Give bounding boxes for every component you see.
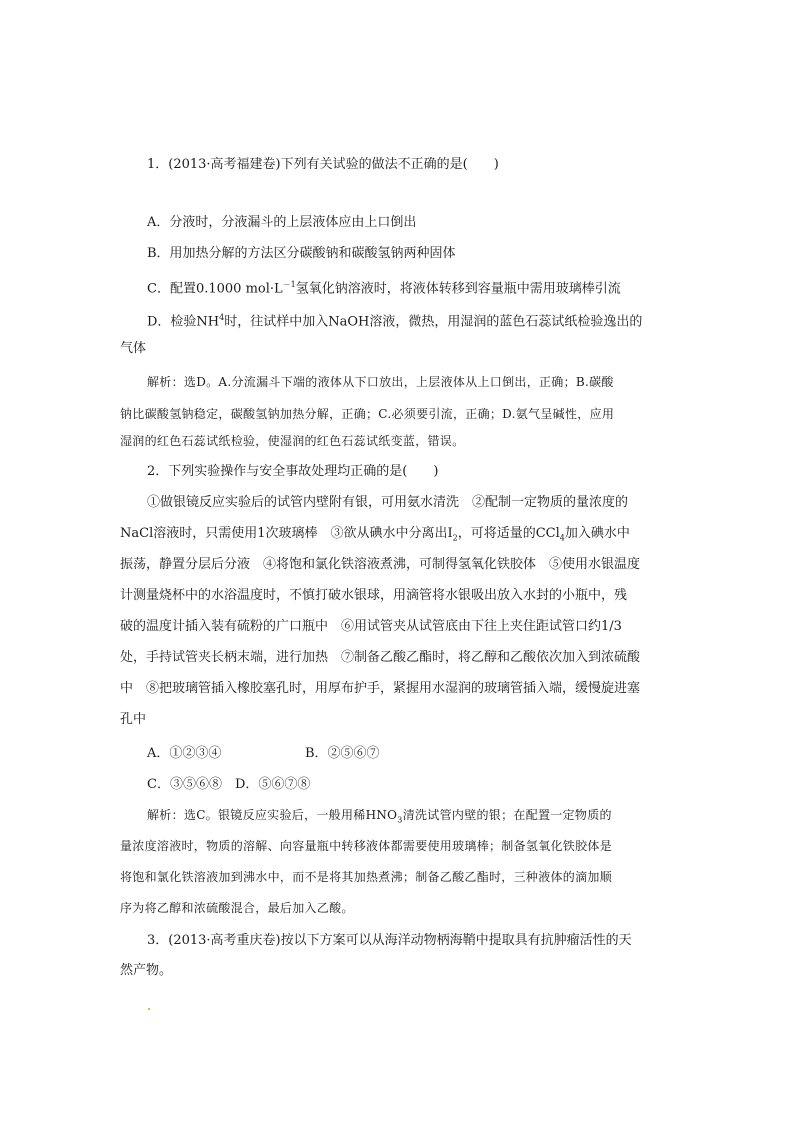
q2-option-a: A．①②③④ <box>147 746 222 761</box>
q2-analysis-line: 量浓度溶液时，物质的溶解、向容量瓶中转移液体都需要使用玻璃棒；制备氢氧化铁胶体是 <box>120 839 613 853</box>
q1-option-b: B．用加热分解的方法区分碳酸钠和碳酸氢钠两种固体 <box>147 246 456 261</box>
q3-stem: 3．(2013·高考重庆卷)按以下方案可以从海洋动物柄海鞘中提取具有抗肿瘤活性的天 <box>147 933 632 948</box>
q2-analysis-line: 将饱和氯化铁溶液加到沸水中，而不是将其加热煮沸；制备乙酸乙酯时，三种液体的滴加顺 <box>120 870 613 884</box>
q2-body-line: 中 ⑧把玻璃管插入橡胶塞孔时，用厚布护手，紧握用水湿润的玻璃管插入端，缓慢旋进塞 <box>120 681 641 696</box>
q2-body-line: 破的温度计插入装有硫粉的广口瓶中 ⑥用试管夹从试管底由下往上夹住距试管口约1/3 <box>120 619 622 634</box>
q2-options-row-2: C．③⑤⑥⑧ D．⑤⑥⑦⑧ <box>147 777 311 792</box>
q2-body-line: 计测量烧杯中的水浴温度时，不慎打破水银球，用滴管将水银吸出放入水封的小瓶中，残 <box>120 588 628 603</box>
q1-option-c: C．配置0.1000 $mol\cdot L^{-1}$氢氧化钠溶液时，将液体转移到容量瓶中需用玻璃棒引流 <box>147 280 621 297</box>
q1-stem: 1．(2013·高考福建卷)下列有关试验的做法不正确的是( ) <box>147 157 499 172</box>
q1-option-d-continued: 气体 <box>120 341 147 356</box>
q2-body-line: 振荡，静置分层后分液 ④将饱和氯化铁溶液煮沸，可制得氢氧化铁胶体 ⑤使用水银温度 <box>120 557 641 572</box>
q3-stem-continued: 然产物。 <box>120 963 173 978</box>
q2-body-line: NaCl溶液时，只需使用1次玻璃棒 ③欲从碘水中分离出$I_2$，可将适量的CCl$_4$加入碘水中 <box>120 526 630 543</box>
q1-option-a: A．分液时，分液漏斗的上层液体应由上口倒出 <box>147 215 417 230</box>
q2-body-line: 处，手持试管夹长柄末端，进行加热 ⑦制备乙酸乙酯时，将乙醇和乙酸依次加入到浓硫酸 <box>120 650 641 665</box>
q2-body-line: 孔中 <box>120 712 147 727</box>
q2-analysis-line: 解析：选C。银镜反应实验后，一般用稀$HNO_3$清洗试管内壁的银；在配置一定物质的 <box>147 808 612 825</box>
q2-stem: 2．下列实验操作与安全事故处理均正确的是( ) <box>147 464 439 479</box>
q1-option-d: D．检验$NH^4$时，往试样中加入NaOH溶液，微热，用湿润的蓝色石蕊试纸检验逸出的 <box>147 313 643 330</box>
q2-option-b: B．②⑤⑥⑦ <box>305 746 380 761</box>
q1-analysis-line: 钠比碳酸氢钠稳定，碳酸氢钠加热分解，正确；C.必须要引流，正确；D.氨气呈碱性，应用 <box>120 407 615 421</box>
q1-analysis-line: 解析：选D。A.分流漏斗下端的液体从下口放出，上层液体从上口倒出，正确；B.碳酸 <box>147 375 614 389</box>
stray-mark <box>148 1008 150 1010</box>
q2-analysis-line: 序为将乙醇和浓硫酸混合，最后加入乙酸。 <box>120 901 354 915</box>
q2-body-line: ①做银镜反应实验后的试管内壁附有银，可用氨水清洗 ②配制一定物质的量浓度的 <box>147 495 629 510</box>
q1-analysis-line: 湿润的红色石蕊试纸检验，使湿润的红色石蕊试纸变蓝，错误。 <box>120 434 465 448</box>
